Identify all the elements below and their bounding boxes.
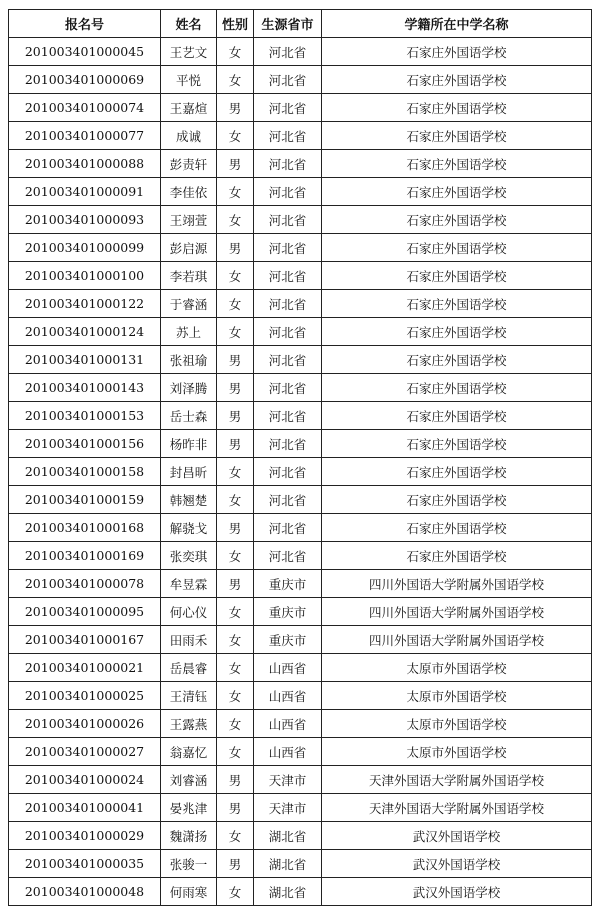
gender-cell: 女 bbox=[217, 710, 254, 738]
student-name-cell: 解骁戈 bbox=[161, 514, 217, 542]
admission-table bbox=[8, 9, 592, 906]
registration-number-cell: 201003401000095 bbox=[9, 598, 161, 626]
student-name-cell: 封昌昕 bbox=[161, 458, 217, 486]
school-name-cell: 天津外国语大学附属外国语学校 bbox=[322, 794, 592, 822]
table-row bbox=[9, 402, 592, 430]
gender-cell: 女 bbox=[217, 654, 254, 682]
gender-cell: 女 bbox=[217, 486, 254, 514]
table-row bbox=[9, 346, 592, 374]
student-name-cell: 刘泽腾 bbox=[161, 374, 217, 402]
table-row bbox=[9, 290, 592, 318]
student-name-cell: 刘睿涵 bbox=[161, 766, 217, 794]
student-name-cell: 杨昨非 bbox=[161, 430, 217, 458]
school-name-cell: 石家庄外国语学校 bbox=[322, 262, 592, 290]
table-body bbox=[9, 38, 592, 906]
province-cell: 河北省 bbox=[254, 318, 322, 346]
gender-cell: 男 bbox=[217, 570, 254, 598]
registration-number-cell: 201003401000156 bbox=[9, 430, 161, 458]
school-name-cell: 天津外国语大学附属外国语学校 bbox=[322, 766, 592, 794]
school-name-cell: 石家庄外国语学校 bbox=[322, 402, 592, 430]
gender-cell: 男 bbox=[217, 374, 254, 402]
table-row bbox=[9, 486, 592, 514]
registration-number-cell: 201003401000153 bbox=[9, 402, 161, 430]
gender-cell: 女 bbox=[217, 682, 254, 710]
student-name-cell: 何心仪 bbox=[161, 598, 217, 626]
registration-number-cell: 201003401000025 bbox=[9, 682, 161, 710]
gender-cell: 女 bbox=[217, 738, 254, 766]
table-row bbox=[9, 850, 592, 878]
school-name-cell: 石家庄外国语学校 bbox=[322, 318, 592, 346]
table-row bbox=[9, 122, 592, 150]
province-cell: 河北省 bbox=[254, 514, 322, 542]
province-cell: 河北省 bbox=[254, 346, 322, 374]
gender-cell: 男 bbox=[217, 850, 254, 878]
school-name-cell: 太原市外国语学校 bbox=[322, 682, 592, 710]
table-row bbox=[9, 430, 592, 458]
school-name-cell: 太原市外国语学校 bbox=[322, 710, 592, 738]
gender-cell: 女 bbox=[217, 178, 254, 206]
gender-cell: 女 bbox=[217, 122, 254, 150]
student-name-cell: 田雨禾 bbox=[161, 626, 217, 654]
gender-cell: 男 bbox=[217, 94, 254, 122]
gender-cell: 女 bbox=[217, 878, 254, 906]
gender-cell: 男 bbox=[217, 766, 254, 794]
school-name-cell: 石家庄外国语学校 bbox=[322, 206, 592, 234]
registration-number-cell: 201003401000069 bbox=[9, 66, 161, 94]
province-cell: 重庆市 bbox=[254, 598, 322, 626]
school-name-cell: 石家庄外国语学校 bbox=[322, 542, 592, 570]
registration-number-cell: 201003401000078 bbox=[9, 570, 161, 598]
registration-number-cell: 201003401000122 bbox=[9, 290, 161, 318]
province-cell: 河北省 bbox=[254, 38, 322, 66]
student-name-cell: 王清钰 bbox=[161, 682, 217, 710]
province-cell: 河北省 bbox=[254, 290, 322, 318]
student-name-cell: 苏上 bbox=[161, 318, 217, 346]
school-name-cell: 太原市外国语学校 bbox=[322, 654, 592, 682]
gender-cell: 女 bbox=[217, 206, 254, 234]
registration-number-cell: 201003401000158 bbox=[9, 458, 161, 486]
student-name-cell: 于睿涵 bbox=[161, 290, 217, 318]
province-cell: 河北省 bbox=[254, 178, 322, 206]
registration-number-cell: 201003401000167 bbox=[9, 626, 161, 654]
registration-number-cell: 201003401000048 bbox=[9, 878, 161, 906]
registration-number-cell: 201003401000077 bbox=[9, 122, 161, 150]
school-name-cell: 四川外国语大学附属外国语学校 bbox=[322, 626, 592, 654]
registration-number-cell: 201003401000074 bbox=[9, 94, 161, 122]
school-name-cell: 四川外国语大学附属外国语学校 bbox=[322, 598, 592, 626]
province-cell: 河北省 bbox=[254, 122, 322, 150]
province-cell: 河北省 bbox=[254, 374, 322, 402]
gender-cell: 女 bbox=[217, 262, 254, 290]
registration-number-cell: 201003401000143 bbox=[9, 374, 161, 402]
province-cell: 湖北省 bbox=[254, 822, 322, 850]
student-name-cell: 魏潇扬 bbox=[161, 822, 217, 850]
table-row bbox=[9, 710, 592, 738]
province-cell: 湖北省 bbox=[254, 850, 322, 878]
gender-cell: 女 bbox=[217, 822, 254, 850]
gender-cell: 女 bbox=[217, 458, 254, 486]
registration-number-cell: 201003401000100 bbox=[9, 262, 161, 290]
registration-number-cell: 201003401000169 bbox=[9, 542, 161, 570]
table-row bbox=[9, 374, 592, 402]
student-name-cell: 翁嘉忆 bbox=[161, 738, 217, 766]
table-row bbox=[9, 738, 592, 766]
student-name-cell: 牟昱霖 bbox=[161, 570, 217, 598]
table-row bbox=[9, 38, 592, 66]
table-row bbox=[9, 262, 592, 290]
table-row bbox=[9, 206, 592, 234]
header-name: 姓名 bbox=[161, 10, 217, 38]
registration-number-cell: 201003401000026 bbox=[9, 710, 161, 738]
student-name-cell: 张祖瑜 bbox=[161, 346, 217, 374]
school-name-cell: 武汉外国语学校 bbox=[322, 822, 592, 850]
province-cell: 重庆市 bbox=[254, 570, 322, 598]
table-row bbox=[9, 570, 592, 598]
registration-number-cell: 201003401000029 bbox=[9, 822, 161, 850]
school-name-cell: 石家庄外国语学校 bbox=[322, 94, 592, 122]
school-name-cell: 武汉外国语学校 bbox=[322, 878, 592, 906]
registration-number-cell: 201003401000093 bbox=[9, 206, 161, 234]
province-cell: 湖北省 bbox=[254, 878, 322, 906]
province-cell: 河北省 bbox=[254, 486, 322, 514]
gender-cell: 男 bbox=[217, 234, 254, 262]
table-row bbox=[9, 514, 592, 542]
province-cell: 山西省 bbox=[254, 738, 322, 766]
gender-cell: 女 bbox=[217, 318, 254, 346]
province-cell: 河北省 bbox=[254, 234, 322, 262]
table-row bbox=[9, 318, 592, 346]
header-province: 生源省市 bbox=[254, 10, 322, 38]
gender-cell: 女 bbox=[217, 626, 254, 654]
school-name-cell: 石家庄外国语学校 bbox=[322, 178, 592, 206]
school-name-cell: 石家庄外国语学校 bbox=[322, 514, 592, 542]
province-cell: 河北省 bbox=[254, 458, 322, 486]
table-row bbox=[9, 878, 592, 906]
student-name-cell: 王翊萱 bbox=[161, 206, 217, 234]
school-name-cell: 石家庄外国语学校 bbox=[322, 346, 592, 374]
header-registration-number: 报名号 bbox=[9, 10, 161, 38]
school-name-cell: 武汉外国语学校 bbox=[322, 850, 592, 878]
registration-number-cell: 201003401000131 bbox=[9, 346, 161, 374]
province-cell: 山西省 bbox=[254, 710, 322, 738]
school-name-cell: 石家庄外国语学校 bbox=[322, 486, 592, 514]
school-name-cell: 石家庄外国语学校 bbox=[322, 430, 592, 458]
student-name-cell: 岳士森 bbox=[161, 402, 217, 430]
registration-number-cell: 201003401000021 bbox=[9, 654, 161, 682]
gender-cell: 女 bbox=[217, 598, 254, 626]
table-row bbox=[9, 178, 592, 206]
gender-cell: 男 bbox=[217, 794, 254, 822]
province-cell: 山西省 bbox=[254, 654, 322, 682]
student-name-cell: 王艺文 bbox=[161, 38, 217, 66]
registration-number-cell: 201003401000091 bbox=[9, 178, 161, 206]
gender-cell: 女 bbox=[217, 290, 254, 318]
student-name-cell: 王嘉煊 bbox=[161, 94, 217, 122]
table-row bbox=[9, 234, 592, 262]
registration-number-cell: 201003401000035 bbox=[9, 850, 161, 878]
registration-number-cell: 201003401000168 bbox=[9, 514, 161, 542]
school-name-cell: 石家庄外国语学校 bbox=[322, 234, 592, 262]
gender-cell: 女 bbox=[217, 542, 254, 570]
gender-cell: 男 bbox=[217, 402, 254, 430]
province-cell: 河北省 bbox=[254, 94, 322, 122]
student-name-cell: 王露燕 bbox=[161, 710, 217, 738]
table-row bbox=[9, 654, 592, 682]
registration-number-cell: 201003401000045 bbox=[9, 38, 161, 66]
gender-cell: 男 bbox=[217, 430, 254, 458]
province-cell: 河北省 bbox=[254, 150, 322, 178]
header-school: 学籍所在中学名称 bbox=[322, 10, 592, 38]
registration-number-cell: 201003401000041 bbox=[9, 794, 161, 822]
table-row bbox=[9, 822, 592, 850]
school-name-cell: 石家庄外国语学校 bbox=[322, 458, 592, 486]
school-name-cell: 石家庄外国语学校 bbox=[322, 150, 592, 178]
province-cell: 山西省 bbox=[254, 682, 322, 710]
student-name-cell: 彭启源 bbox=[161, 234, 217, 262]
registration-number-cell: 201003401000027 bbox=[9, 738, 161, 766]
gender-cell: 女 bbox=[217, 66, 254, 94]
registration-number-cell: 201003401000099 bbox=[9, 234, 161, 262]
province-cell: 河北省 bbox=[254, 402, 322, 430]
registration-number-cell: 201003401000159 bbox=[9, 486, 161, 514]
student-name-cell: 张骏一 bbox=[161, 850, 217, 878]
registration-number-cell: 201003401000088 bbox=[9, 150, 161, 178]
student-name-cell: 韩翘楚 bbox=[161, 486, 217, 514]
registration-number-cell: 201003401000124 bbox=[9, 318, 161, 346]
student-name-cell: 岳晨睿 bbox=[161, 654, 217, 682]
table-row bbox=[9, 766, 592, 794]
student-name-cell: 成诚 bbox=[161, 122, 217, 150]
province-cell: 河北省 bbox=[254, 542, 322, 570]
school-name-cell: 石家庄外国语学校 bbox=[322, 374, 592, 402]
gender-cell: 男 bbox=[217, 346, 254, 374]
school-name-cell: 太原市外国语学校 bbox=[322, 738, 592, 766]
gender-cell: 男 bbox=[217, 150, 254, 178]
student-name-cell: 何雨寒 bbox=[161, 878, 217, 906]
table-row bbox=[9, 794, 592, 822]
province-cell: 天津市 bbox=[254, 766, 322, 794]
province-cell: 河北省 bbox=[254, 66, 322, 94]
school-name-cell: 石家庄外国语学校 bbox=[322, 122, 592, 150]
province-cell: 天津市 bbox=[254, 794, 322, 822]
school-name-cell: 石家庄外国语学校 bbox=[322, 38, 592, 66]
gender-cell: 男 bbox=[217, 514, 254, 542]
table-header-row bbox=[9, 10, 592, 38]
province-cell: 河北省 bbox=[254, 206, 322, 234]
header-gender: 性别 bbox=[217, 10, 254, 38]
gender-cell: 女 bbox=[217, 38, 254, 66]
table-row bbox=[9, 598, 592, 626]
table-row bbox=[9, 150, 592, 178]
student-name-cell: 平悦 bbox=[161, 66, 217, 94]
student-name-cell: 李佳依 bbox=[161, 178, 217, 206]
admission-list-sheet bbox=[8, 9, 592, 906]
province-cell: 河北省 bbox=[254, 262, 322, 290]
school-name-cell: 四川外国语大学附属外国语学校 bbox=[322, 570, 592, 598]
student-name-cell: 晏兆津 bbox=[161, 794, 217, 822]
school-name-cell: 石家庄外国语学校 bbox=[322, 66, 592, 94]
table-row bbox=[9, 94, 592, 122]
table-row bbox=[9, 626, 592, 654]
student-name-cell: 张奕琪 bbox=[161, 542, 217, 570]
student-name-cell: 彭责轩 bbox=[161, 150, 217, 178]
registration-number-cell: 201003401000024 bbox=[9, 766, 161, 794]
table-row bbox=[9, 66, 592, 94]
province-cell: 重庆市 bbox=[254, 626, 322, 654]
province-cell: 河北省 bbox=[254, 430, 322, 458]
table-row bbox=[9, 682, 592, 710]
table-row bbox=[9, 458, 592, 486]
student-name-cell: 李若琪 bbox=[161, 262, 217, 290]
table-row bbox=[9, 542, 592, 570]
school-name-cell: 石家庄外国语学校 bbox=[322, 290, 592, 318]
